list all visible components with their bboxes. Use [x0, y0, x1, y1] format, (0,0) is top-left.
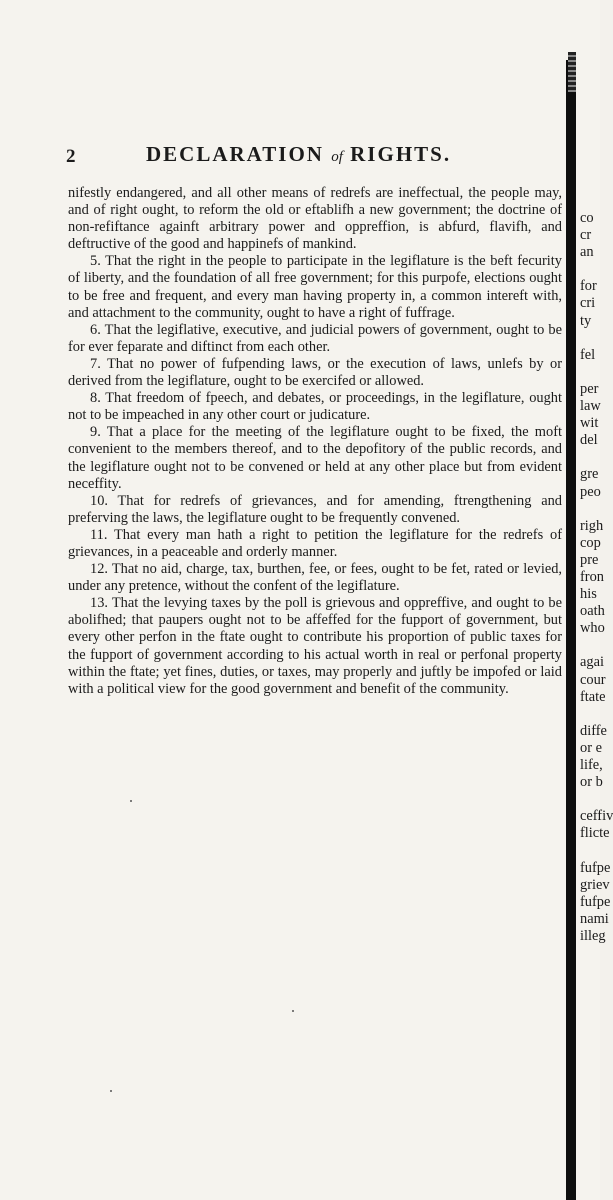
title-word-declaration: DECLARATION	[146, 142, 324, 166]
paper-speck	[130, 800, 132, 802]
paper-speck	[110, 1090, 112, 1092]
margin-fragment: cop	[580, 534, 601, 551]
margin-fragment: an	[580, 244, 594, 261]
paper-speck	[292, 1010, 294, 1012]
title-word-of: of	[331, 149, 343, 165]
margin-fragment: life,	[580, 757, 603, 773]
margin-fragment: ty	[580, 312, 592, 329]
margin-fragment: or b	[580, 774, 603, 791]
margin-fragment: ceffiv	[580, 808, 613, 825]
margin-fragment: his	[580, 586, 597, 603]
margin-fragment	[580, 501, 600, 518]
binding-gutter	[566, 60, 576, 1200]
margin-fragment: flicte	[580, 825, 610, 842]
margin-fragment: pre	[580, 551, 599, 568]
article-12: 12. That no aid, charge, tax, burthen, fee, or fees, ought to be fet, rated or levied, under any pretence, without the confent of the legiflature.	[68, 561, 562, 595]
margin-fragment: del	[580, 432, 598, 449]
declaration-body	[68, 185, 562, 698]
margin-fragment: oath	[580, 603, 605, 620]
margin-fragment: fufpe	[580, 893, 611, 910]
margin-fragment	[580, 449, 600, 466]
article-10: 10. That for redrefs of grievances, and for amending, ftrengthening and preferving the laws, the legiflature ought to be frequently convened.	[68, 492, 562, 526]
margin-fragment: peo	[580, 483, 601, 500]
article-7: 7. That no power of fufpending laws, or the execution of laws, unlefs by or derived from the legiflature, ought to be exercifed or allowed.	[68, 355, 562, 390]
margin-fragment: who	[580, 620, 605, 637]
margin-fragment: law	[580, 398, 601, 415]
article-13: 13. That the levying taxes by the poll is grievous and oppreffive, and ought to be abolifhed; that paupers ought not to be affeffed for the fupport of government, but every other perfon in the ftate ought to contribute his proportion of public taxes for the fupport of government according to his actual worth in real or perfonal property within the ftate; yet fines, duties, or taxes, may properly and juftly be impofed or laid with a political view for the good government and benefit of the community.	[68, 595, 562, 697]
margin-fragment: agai	[580, 654, 604, 671]
margin-fragment: fel	[580, 346, 596, 363]
article-6: 6. That the legiflative, executive, and judicial powers of government, ought to be for ever feparate and diftinct from each other.	[68, 321, 562, 355]
margin-fragment: ftate	[580, 688, 606, 705]
margin-fragment: fron	[580, 568, 604, 585]
margin-fragment	[580, 261, 600, 278]
running-header	[66, 142, 562, 172]
article-9: 9. That a place for the meeting of the legiflature ought to be fixed, the moft convenient to the members thereof, and to the depofitory of the public records, and the legiflature ought not to be convened or held at any other place but from evident neceffity.	[68, 424, 562, 492]
margin-fragment: nami	[580, 910, 609, 927]
margin-fragment: co	[580, 210, 594, 226]
article-5: 5. That the right in the people to participate in the legiflature is the beft fecurity of liberty, and the foundation of all free government; for this purpofe, elections ought to be free and frequent, and every man having property in, a common intereft with, and attachment to the community, ought to have a right of fuffrage.	[68, 253, 562, 321]
facing-page-fragments	[580, 210, 613, 945]
margin-fragment: cour	[580, 671, 606, 688]
margin-fragment	[580, 330, 600, 347]
binding-edge	[568, 52, 576, 92]
paragraph-continuation: nifestly endangered, and all other means of redrefs are ineffectual, the people may, and of right ought, to reform the old or eftablifh a new government; the doctrine of non-refiftance againft arbitrary power and oppreffion, is abfurd, flavifh, and deftructive of the good and happinefs of mankind.	[68, 185, 562, 253]
margin-fragment	[580, 637, 600, 654]
margin-fragment: diffe	[580, 722, 607, 739]
margin-fragment: griev	[580, 876, 610, 893]
margin-fragment: per	[580, 380, 599, 397]
margin-fragment: wit	[580, 415, 599, 432]
margin-fragment: cr	[580, 227, 592, 244]
article-8: 8. That freedom of fpeech, and debates, or proceedings, in the legiflature, ought not to be impeached in any other court or judicature.	[68, 390, 562, 424]
margin-fragment	[580, 791, 600, 808]
running-title	[146, 142, 451, 167]
margin-fragment: illeg	[580, 927, 606, 944]
margin-fragment	[580, 706, 600, 723]
margin-fragment: gre	[580, 466, 599, 483]
article-11: 11. That every man hath a right to petition the legiflature for the redrefs of grievances, in a peaceable and orderly manner.	[68, 526, 562, 560]
page-number: 2	[66, 146, 76, 167]
title-word-rights: RIGHTS.	[350, 142, 452, 166]
margin-fragment	[580, 364, 600, 381]
margin-fragment: righ	[580, 517, 604, 534]
margin-fragment: fufpe	[580, 859, 611, 876]
margin-fragment: cri	[580, 295, 596, 312]
margin-fragment	[580, 842, 600, 859]
margin-fragment: for	[580, 278, 597, 295]
margin-fragment: or e	[580, 739, 602, 756]
